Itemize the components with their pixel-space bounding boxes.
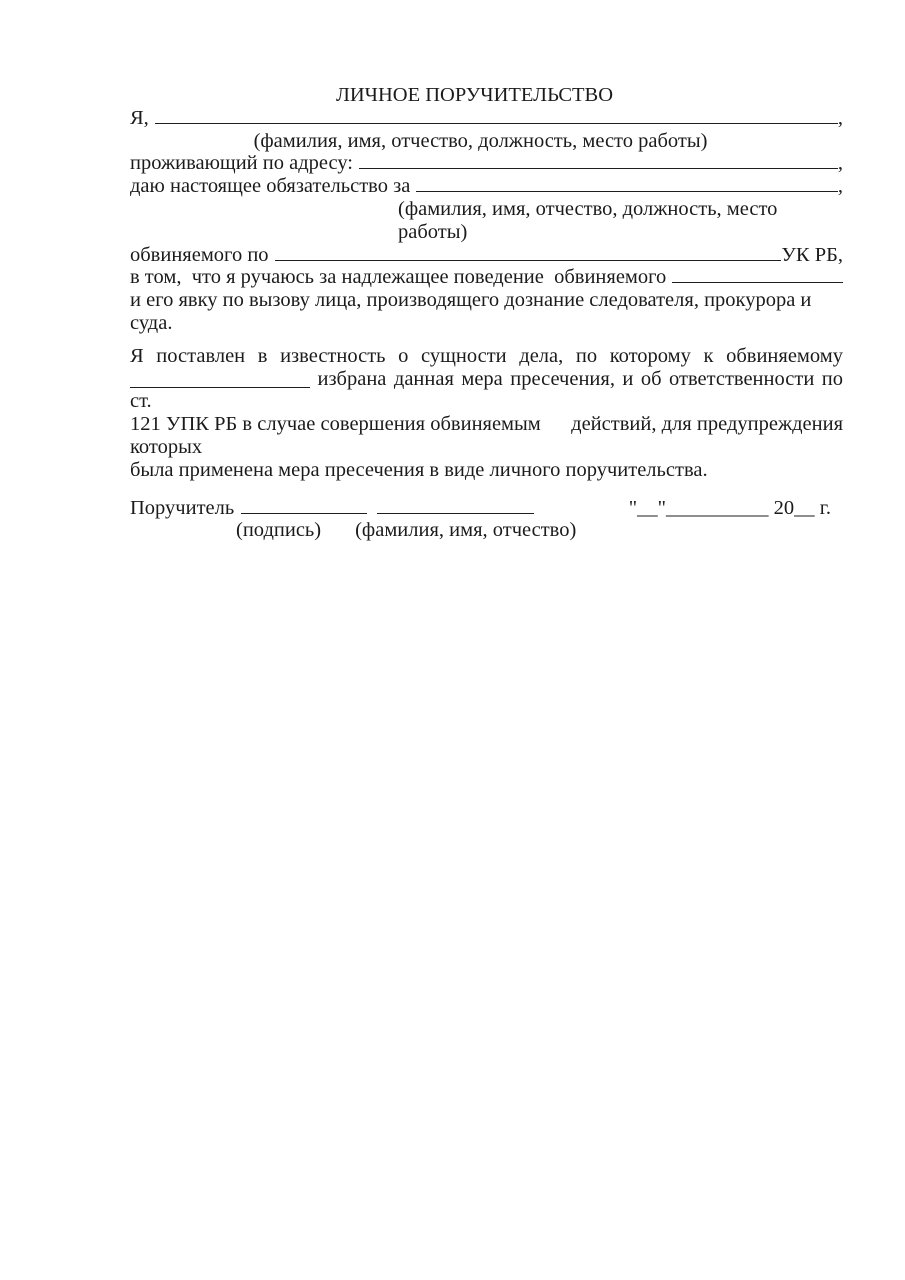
document-title: ЛИЧНОЕ ПОРУЧИТЕЛЬСТВО xyxy=(335,84,614,106)
caption-signer-name: (фамилия, имя, отчество) xyxy=(355,519,577,542)
caption-accused-details: (фамилия, имя, отчество, должность, место работы) xyxy=(398,197,778,243)
form-line-guarantor-name xyxy=(130,107,843,130)
line-text: избрана данная мера пресечения, и об ответственности по ст. xyxy=(130,367,843,413)
line-suffix: УК РБ, xyxy=(781,243,843,266)
blank-accused-name xyxy=(416,191,838,192)
line-suffix: , xyxy=(837,175,843,198)
paragraph-1-last-line: и его явку по вызову лица, производящего дознание следователя, прокурора и суда. xyxy=(130,289,812,334)
line-text: действий, для предупреждения которых xyxy=(130,413,844,458)
paragraph-2-line-2 xyxy=(130,368,843,414)
blank-accused-name-3 xyxy=(130,387,310,388)
signature-block xyxy=(130,497,843,543)
blank-accused-name-2 xyxy=(672,282,843,283)
form-line-accused-article xyxy=(130,244,843,267)
signature-captions xyxy=(130,519,843,542)
caption-guarantor-details: (фамилия, имя, отчество, должность, место работы) xyxy=(253,129,708,152)
line-prefix: обвиняемого по xyxy=(130,243,269,266)
blank-article-number xyxy=(275,260,782,261)
line-suffix: , xyxy=(837,152,843,175)
blank-address xyxy=(359,168,838,169)
paragraph-2 xyxy=(130,345,843,482)
form-line-vouch-behavior xyxy=(130,266,843,289)
line-prefix: даю настоящее обязательство за xyxy=(130,175,411,198)
line-prefix: Я, xyxy=(130,106,149,129)
line-text: 121 УПК РБ в случае совершения обвиняемым xyxy=(130,413,541,436)
line-suffix: , xyxy=(837,106,843,129)
paragraph-2-line-1: Я поставлен в известность о сущности дела, по которому к обвиняемому xyxy=(130,344,843,367)
paragraph-2-line-3 xyxy=(130,413,843,459)
blank-signer-name xyxy=(377,513,534,514)
caption-signature: (подпись) xyxy=(236,519,322,542)
form-line-address xyxy=(130,152,843,175)
line-text: в том, что я ручаюсь за надлежащее поведение обвиняемого xyxy=(130,266,667,289)
signature-row xyxy=(130,497,843,520)
date-field: "__"__________ 20__ г. xyxy=(628,496,831,519)
signature-label: Поручитель xyxy=(130,496,235,519)
blank-signature xyxy=(241,513,367,514)
form-line-obligation-for xyxy=(130,175,843,198)
document-content xyxy=(130,84,843,542)
line-prefix: проживающий по адресу: xyxy=(130,152,354,175)
blank-guarantor-name xyxy=(155,123,838,124)
paragraph-2-line-4: была применена мера пресечения в виде личного поручительства. xyxy=(130,458,708,481)
